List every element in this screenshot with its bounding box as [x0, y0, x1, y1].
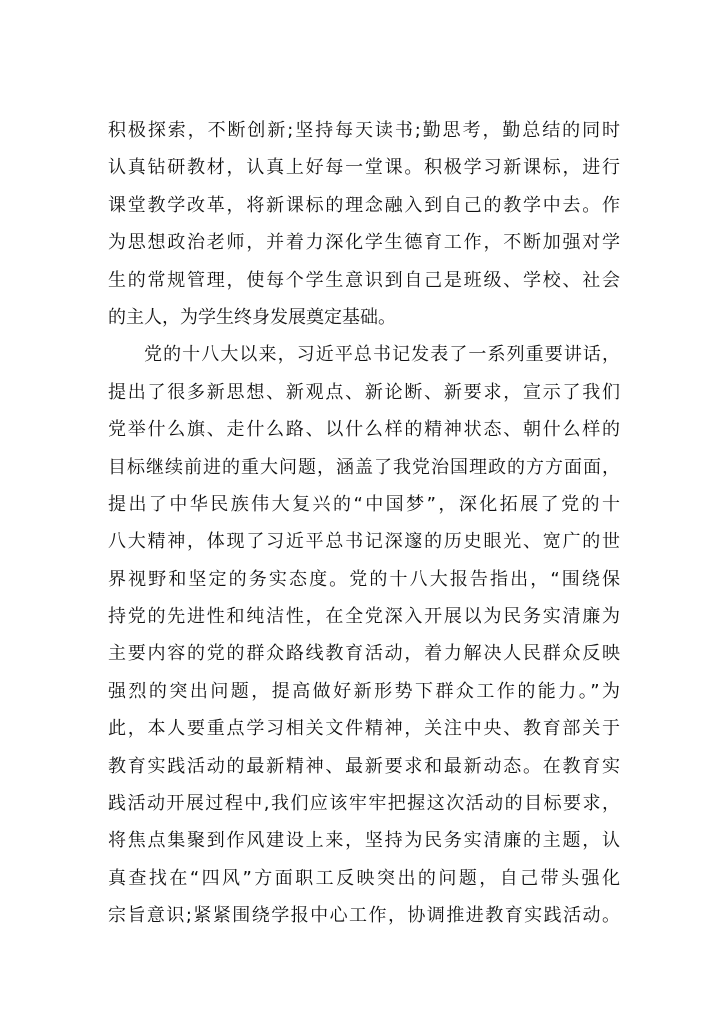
text-line: 强烈的突出问题，提高做好新形势下群众工作的能力。”为 [108, 680, 620, 702]
text-line: 提出了很多新思想、新观点、新论断、新要求，宣示了我们 [108, 381, 620, 403]
text-line: 为思想政治老师，并着力深化学生德育工作，不断加强对学 [108, 232, 620, 254]
text-line: 宗旨意识;紧紧围绕学报中心工作，协调推进教育实践活动。 [108, 905, 620, 927]
text-line: 主要内容的党的群众路线教育活动，着力解决人民群众反映 [108, 643, 620, 665]
text-line: 生的常规管理，使每个学生意识到自己是班级、学校、社会 [108, 269, 620, 291]
text-line: 积极探索，不断创新;坚持每天读书;勤思考，勤总结的同时 [108, 120, 620, 141]
text-line: 目标继续前进的重大问题，涵盖了我党治国理政的方方面面， [108, 456, 620, 478]
document-body [108, 112, 620, 935]
text-line: 持党的先进性和纯洁性，在全党深入开展以为民务实清廉为 [108, 606, 620, 628]
text-line: 践活动开展过程中,我们应该牢牢把握这次活动的目标要求， [108, 793, 620, 815]
text-line: 界视野和坚定的务实态度。党的十八大报告指出，“围绕保 [108, 568, 620, 590]
text-line: 认真钻研教材，认真上好每一堂课。积极学习新课标，进行 [108, 157, 620, 179]
paragraph-first-line: 党的十八大以来，习近平总书记发表了一系列重要讲话， [144, 344, 620, 366]
text-line: 教育实践活动的最新精神、最新要求和最新动态。在教育实 [108, 755, 620, 777]
text-line: 党举什么旗、走什么路、以什么样的精神状态、朝什么样的 [108, 419, 620, 441]
text-line: 真查找在“四风”方面职工反映突出的问题，自己带头强化 [108, 867, 620, 889]
text-line: 课堂教学改革，将新课标的理念融入到自己的教学中去。作 [108, 194, 620, 216]
text-line: 此，本人要重点学习相关文件精神，关注中央、教育部关于 [108, 718, 620, 740]
text-line: 八大精神，体现了习近平总书记深邃的历史眼光、宽广的世 [108, 531, 620, 553]
text-line: 提出了中华民族伟大复兴的“中国梦”，深化拓展了党的十 [108, 493, 620, 515]
text-line: 将焦点集聚到作风建设上来，坚持为民务实清廉的主题，认 [108, 830, 620, 852]
text-line: 的主人，为学生终身发展奠定基础。 [108, 306, 396, 328]
